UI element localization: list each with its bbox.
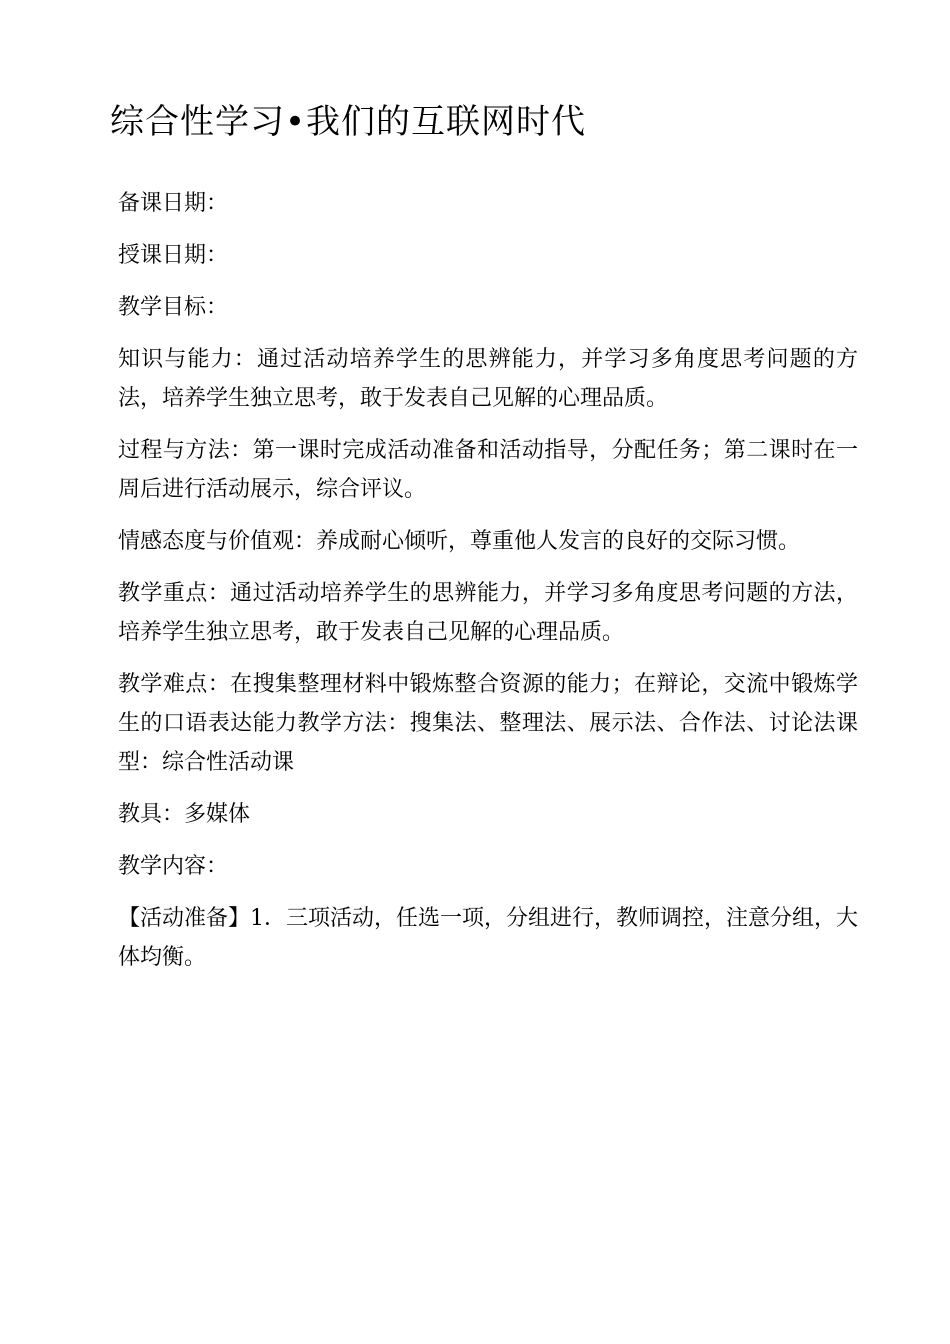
key-points-paragraph: 教学重点：通过活动培养学生的思辨能力，并学习多角度思考问题的方法，培养学生独立思考，敢于发表自己见解的心理品质。 <box>118 581 858 645</box>
document-body <box>118 184 858 990</box>
teaching-aids-line: 教具：多媒体 <box>118 802 251 827</box>
emotion-values-paragraph: 情感态度与价值观：养成耐心倾听，尊重他人发言的良好的交际习惯。 <box>118 529 801 554</box>
prep-date-line: 备课日期： <box>118 191 229 216</box>
teaching-goals-heading: 教学目标： <box>118 295 229 320</box>
difficulties-paragraph: 教学难点：在搜集整理材料中锻炼整合资源的能力；在辩论，交流中锻炼学生的口语表达能力教学方法：搜集法、整理法、展示法、合作法、讨论法课型：综合性活动课 <box>118 672 858 775</box>
document-title: 综合性学习•我们的互联网时代 <box>110 102 587 142</box>
teaching-content-heading: 教学内容： <box>118 854 229 879</box>
activity-prep-paragraph: 【活动准备】1．三项活动，任选一项，分组进行，教师调控，注意分组，大体均衡。 <box>118 906 858 970</box>
teaching-date-line: 授课日期： <box>118 243 229 268</box>
knowledge-ability-paragraph: 知识与能力：通过活动培养学生的思辨能力，并学习多角度思考问题的方法，培养学生独立思考，敢于发表自己见解的心理品质。 <box>118 347 858 411</box>
process-method-paragraph: 过程与方法：第一课时完成活动准备和活动指导，分配任务；第二课时在一周后进行活动展示，综合评议。 <box>118 438 858 502</box>
